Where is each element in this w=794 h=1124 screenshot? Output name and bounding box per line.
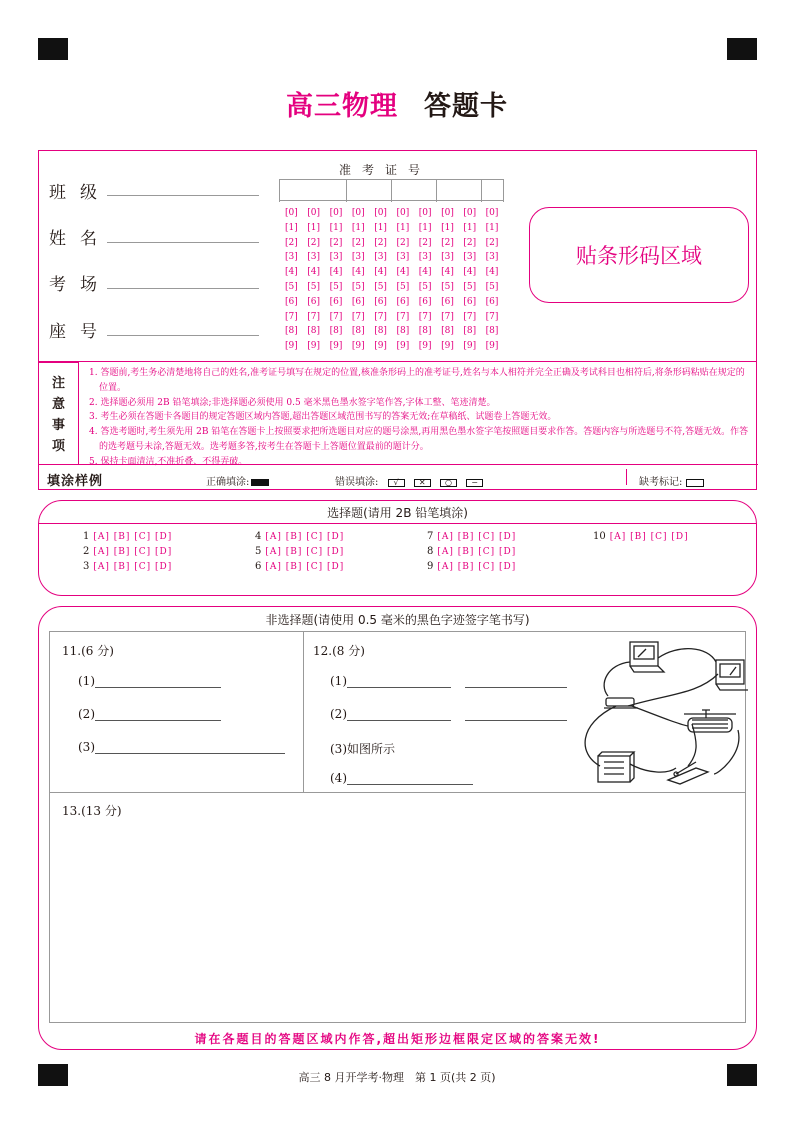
digit-bubble[interactable]: [8] (285, 326, 298, 337)
digit-bubble[interactable]: [7] (307, 311, 321, 322)
wrong-fill-label: 错误填涂: (335, 477, 379, 488)
digit-bubble[interactable]: [7] (351, 311, 365, 322)
digit-bubble[interactable]: [6] (463, 296, 477, 307)
digit-bubble[interactable]: [1] (418, 222, 432, 233)
digit-bubble[interactable]: [1] (396, 222, 410, 233)
q12-answer-1[interactable] (330, 674, 567, 688)
digit-bubble[interactable]: [2] (418, 237, 432, 248)
digit-bubble[interactable]: [3] (351, 252, 365, 263)
digit-bubble[interactable]: [4] (307, 267, 321, 278)
digit-bubble[interactable]: [2] (307, 237, 321, 248)
digit-bubble[interactable]: [9] (285, 341, 298, 352)
choice-question-number: 5 (255, 546, 262, 557)
choice-question-number: 10 (593, 531, 606, 542)
digit-bubble[interactable]: [5] (307, 282, 321, 292)
digit-bubble[interactable]: [8] (351, 326, 365, 337)
q12-label-2: (2) (330, 707, 347, 721)
fill-example-title: 填涂样例 (47, 474, 104, 489)
choice-question (593, 531, 689, 542)
digit-bubble[interactable]: [9] (351, 341, 365, 352)
choice-question (427, 546, 516, 557)
answer-area (49, 631, 746, 1023)
q11-answer-1[interactable] (78, 674, 221, 688)
notes-heading-char: 事 (51, 418, 65, 433)
field-room-label: 考场 (49, 275, 111, 295)
digit-bubble[interactable]: [3] (285, 252, 298, 263)
q13-answer-area[interactable] (50, 808, 747, 1022)
choice-question (83, 561, 172, 572)
digit-bubble[interactable]: [9] (307, 341, 321, 352)
bubble-row (285, 341, 508, 351)
digit-bubble[interactable]: [0] (307, 208, 321, 218)
field-name-input[interactable] (107, 242, 259, 243)
digit-bubble[interactable]: [4] (285, 267, 298, 278)
digit-bubble[interactable]: [1] (329, 222, 343, 233)
digit-bubble[interactable]: [7] (396, 311, 410, 322)
digit-bubble[interactable]: [3] (374, 252, 387, 263)
digit-bubble[interactable]: [6] (396, 296, 410, 307)
open-title: 非选择题(请使用 0.5 毫米的黑色字迹签字笔书写) (265, 613, 530, 627)
field-room-input[interactable] (107, 288, 259, 289)
choice-question-number: 4 (255, 531, 262, 542)
correct-fill-sample (251, 479, 269, 486)
q12-answer-2[interactable] (330, 707, 567, 721)
digit-bubble[interactable]: [8] (463, 326, 477, 337)
digit-bubble[interactable]: [5] (485, 282, 499, 292)
digit-bubble[interactable]: [5] (396, 282, 410, 292)
digit-bubble[interactable]: [9] (441, 341, 454, 352)
digit-bubble[interactable]: [1] (441, 222, 454, 233)
bubble-row (285, 223, 508, 233)
q11-answer-2[interactable] (78, 707, 221, 721)
q11-answer-3[interactable] (78, 740, 285, 754)
digit-bubble[interactable]: [0] (329, 208, 343, 218)
choice-options[interactable]: [A] [B] [C] [D] (265, 562, 345, 572)
digit-bubble[interactable]: [2] (374, 237, 387, 248)
digit-bubble[interactable]: [7] (463, 311, 477, 322)
choice-options[interactable]: [A] [B] [C] [D] (437, 532, 517, 542)
choice-options[interactable]: [A] [B] [C] [D] (93, 532, 173, 542)
q12-answer-4[interactable] (330, 771, 473, 785)
q13-heading: 13.(13 分) (62, 804, 122, 818)
digit-bubble[interactable]: [9] (463, 341, 477, 352)
field-class-label: 班级 (49, 183, 111, 203)
digit-bubble[interactable]: [4] (329, 267, 343, 278)
field-seat-label: 座号 (49, 322, 111, 342)
choice-question-number: 2 (83, 546, 90, 557)
choice-options[interactable]: [A] [B] [C] [D] (93, 562, 173, 572)
digit-bubble[interactable]: [5] (285, 282, 298, 292)
notes-heading-char: 意 (51, 397, 65, 412)
notes-heading-char: 注 (51, 376, 65, 391)
q12-label-3: (3)如图所示 (330, 742, 395, 756)
bubble-row (285, 267, 508, 277)
q12-label-1: (1) (330, 674, 347, 688)
note-item: 2. 选择题必须用 2B 铅笔填涂;非选择题必须使用 0.5 毫米黑色墨水签字笔作答,字体工整、笔迹清楚。 (89, 397, 496, 408)
q11-heading: 11.(6 分) (62, 644, 114, 658)
digit-bubble[interactable]: [9] (374, 341, 387, 352)
field-name-label: 姓名 (49, 229, 111, 249)
q12-answer-3 (330, 740, 395, 757)
digit-bubble[interactable]: [7] (485, 311, 499, 322)
choice-options[interactable]: [A] [B] [C] [D] (93, 547, 173, 557)
barcode-area (529, 207, 749, 303)
wrong-fill-circle: ○ (440, 479, 457, 487)
wrong-fill-cross: ✕ (414, 479, 431, 487)
digit-bubble[interactable]: [1] (351, 222, 365, 233)
notes-heading-char: 项 (51, 439, 65, 454)
digit-bubble[interactable]: [8] (441, 326, 454, 337)
digit-bubble[interactable]: [3] (485, 252, 499, 263)
digit-bubble[interactable]: [2] (463, 237, 477, 248)
choice-question (427, 531, 516, 542)
correct-fill-label: 正确填涂: (206, 477, 250, 488)
digit-bubble[interactable]: [5] (418, 282, 432, 292)
digit-bubble[interactable]: [3] (307, 252, 321, 263)
digit-bubble[interactable]: [9] (485, 341, 499, 352)
bubble-row (285, 297, 508, 307)
digit-bubble[interactable]: [5] (374, 282, 387, 292)
field-class-input[interactable] (107, 195, 259, 196)
fill-example-row (39, 464, 758, 490)
digit-bubble[interactable]: [8] (396, 326, 410, 337)
digit-bubble[interactable]: [2] (485, 237, 499, 248)
absent-mark (626, 469, 704, 488)
digit-bubble[interactable]: [2] (329, 237, 343, 248)
digit-bubble[interactable]: [2] (441, 237, 454, 248)
q11-label-3: (3) (78, 740, 95, 754)
choice-question (83, 546, 172, 557)
digit-bubble[interactable]: [3] (329, 252, 343, 263)
digit-bubble[interactable]: [6] (485, 296, 499, 307)
digit-bubble[interactable]: [6] (307, 296, 321, 307)
absent-mark-box[interactable] (686, 479, 704, 487)
choice-options[interactable]: [A] [B] [C] [D] (265, 532, 345, 542)
choice-title-divider (39, 523, 756, 524)
digit-bubble[interactable]: [0] (441, 208, 454, 218)
q11-label-2: (2) (78, 707, 95, 721)
digit-bubble[interactable]: [7] (374, 311, 387, 322)
digit-bubble[interactable]: [3] (441, 252, 454, 263)
notes-list (89, 366, 751, 470)
wrong-fill-check: √ (388, 479, 405, 487)
choice-options[interactable]: [A] [B] [C] [D] (437, 562, 517, 572)
digit-bubble[interactable]: [0] (463, 208, 477, 218)
choice-question (255, 531, 344, 542)
digit-bubble[interactable]: [3] (463, 252, 477, 263)
choice-options[interactable]: [A] [B] [C] [D] (609, 532, 689, 542)
note-item: 5. 保持卡面清洁,不准折叠、不得弄破。 (89, 456, 248, 467)
bubble-row (285, 326, 508, 336)
digit-bubble[interactable]: [4] (441, 267, 454, 278)
choice-question-number: 7 (427, 531, 434, 542)
student-info-section (38, 150, 757, 362)
digit-bubble[interactable]: [4] (418, 267, 432, 278)
digit-bubble[interactable]: [7] (285, 311, 298, 322)
barcode-label: 贴条形码区域 (576, 244, 702, 268)
bubble-row (285, 252, 508, 262)
digit-bubble[interactable]: [1] (307, 222, 321, 233)
q12-label-4: (4) (330, 771, 347, 785)
digit-bubble[interactable]: [8] (307, 326, 321, 337)
digit-bubble[interactable]: [8] (418, 326, 432, 337)
digit-bubble[interactable]: [4] (485, 267, 499, 278)
digit-bubble[interactable]: [5] (441, 282, 454, 292)
registration-mark-top-right (727, 38, 757, 60)
choice-question (255, 546, 344, 557)
digit-bubble[interactable]: [9] (396, 341, 410, 352)
answer-area-warning: 请在各题目的答题区域内作答,超出矩形边框限定区域的答案无效! (194, 1032, 601, 1046)
answer-divider-vertical (303, 632, 304, 792)
digit-bubble[interactable]: [1] (485, 222, 499, 233)
notes-section (38, 362, 757, 490)
digit-bubble[interactable]: [7] (418, 311, 432, 322)
digit-bubble[interactable]: [4] (351, 267, 365, 278)
digit-bubble[interactable]: [1] (285, 222, 298, 233)
bubble-row (285, 312, 508, 322)
choice-question (427, 561, 516, 572)
digit-bubble[interactable]: [5] (463, 282, 477, 292)
choice-question (255, 561, 344, 572)
title-card: 答题卡 (424, 91, 508, 122)
digit-bubble[interactable]: [0] (485, 208, 499, 218)
digit-bubble[interactable]: [0] (418, 208, 432, 218)
digit-bubble[interactable]: [7] (441, 311, 454, 322)
q12-heading: 12.(8 分) (313, 644, 365, 658)
digit-bubble[interactable]: [6] (329, 296, 343, 307)
exam-number-grid[interactable] (279, 179, 504, 201)
choice-question-number: 8 (427, 546, 434, 557)
digit-bubble[interactable]: [8] (485, 326, 499, 337)
digit-bubble[interactable]: [3] (396, 252, 410, 263)
digit-bubble[interactable]: [6] (374, 296, 387, 307)
digit-bubble[interactable]: [0] (396, 208, 410, 218)
digit-bubble[interactable]: [7] (329, 311, 343, 322)
bubble-row (285, 208, 508, 218)
q11-label-1: (1) (78, 674, 95, 688)
note-item: 4. 答选考题时,考生须先用 2B 铅笔在答题卡上按照要求把所选题目对应的题号涂黑,再用黑色墨水签字笔按照题目要求作答。答题内容与所选题号不符,答题无效。作答的选考题号未涂,答题无效。选考题多答,按考生在答题卡上答题位置最前的题计分。 (89, 427, 749, 452)
bubble-row (285, 238, 508, 248)
digit-bubble[interactable]: [9] (329, 341, 343, 352)
choice-options[interactable]: [A] [B] [C] [D] (265, 547, 345, 557)
choice-question-number: 9 (427, 561, 434, 572)
digit-bubble[interactable]: [3] (418, 252, 432, 263)
choice-section (38, 500, 757, 596)
bubble-row (285, 282, 508, 292)
wrong-fill-example (335, 473, 483, 488)
choice-question (83, 531, 172, 542)
digit-bubble[interactable]: [1] (463, 222, 477, 233)
digit-bubble[interactable]: [2] (351, 237, 365, 248)
digit-bubble[interactable]: [2] (396, 237, 410, 248)
choice-question-number: 6 (255, 561, 262, 572)
digit-bubble[interactable]: [6] (441, 296, 454, 307)
circuit-diagram (568, 634, 748, 790)
absent-mark-label: 缺考标记: (639, 477, 683, 488)
digit-bubble[interactable]: [1] (374, 222, 387, 233)
digit-bubble[interactable]: [2] (285, 237, 298, 248)
digit-bubble[interactable]: [6] (418, 296, 432, 307)
registration-mark-top-left (38, 38, 68, 60)
digit-bubble[interactable]: [5] (329, 282, 343, 292)
choice-question-number: 1 (83, 531, 90, 542)
answer-divider-horizontal (50, 792, 745, 793)
digit-bubble[interactable]: [6] (285, 296, 298, 307)
open-section (38, 606, 757, 1050)
choice-question-number: 3 (83, 561, 90, 572)
choice-title: 选择题(请用 2B 铅笔填涂) (327, 506, 468, 520)
page-footer: 高三 8 月开学考·物理 第 1 页(共 2 页) (298, 1071, 496, 1084)
exam-number-label: 准考证号 (339, 163, 432, 177)
field-seat-input[interactable] (107, 335, 259, 336)
digit-bubble[interactable]: [5] (351, 282, 365, 292)
page-title (0, 84, 794, 123)
title-subject: 高三物理 (286, 91, 398, 122)
digit-bubble[interactable]: [9] (418, 341, 432, 352)
digit-bubble[interactable]: [6] (351, 296, 365, 307)
digit-bubble[interactable]: [4] (396, 267, 410, 278)
digit-bubble[interactable]: [0] (285, 208, 298, 218)
wrong-fill-line: − (466, 479, 483, 487)
note-item: 1. 答题前,考生务必清楚地将自己的姓名,准考证号填写在规定的位置,核准条形码上的准考证号,姓名与本人相符并完全正确及考试科目也相符后,将条形码粘贴在规定的位置。 (89, 368, 745, 393)
digit-bubble[interactable]: [8] (329, 326, 343, 337)
note-item: 3. 考生必须在答题卡各题目的规定答题区域内答题,超出答题区域范围书写的答案无效;在草稿纸、试题卷上答题无效。 (89, 412, 557, 423)
choice-options[interactable]: [A] [B] [C] [D] (437, 547, 517, 557)
correct-fill-example (206, 473, 269, 488)
digit-bubble[interactable]: [4] (374, 267, 387, 278)
digit-bubble[interactable]: [0] (351, 208, 365, 218)
digit-bubble[interactable]: [0] (374, 208, 387, 218)
digit-bubble[interactable]: [8] (374, 326, 387, 337)
notes-heading (39, 362, 79, 464)
digit-bubble[interactable]: [4] (463, 267, 477, 278)
